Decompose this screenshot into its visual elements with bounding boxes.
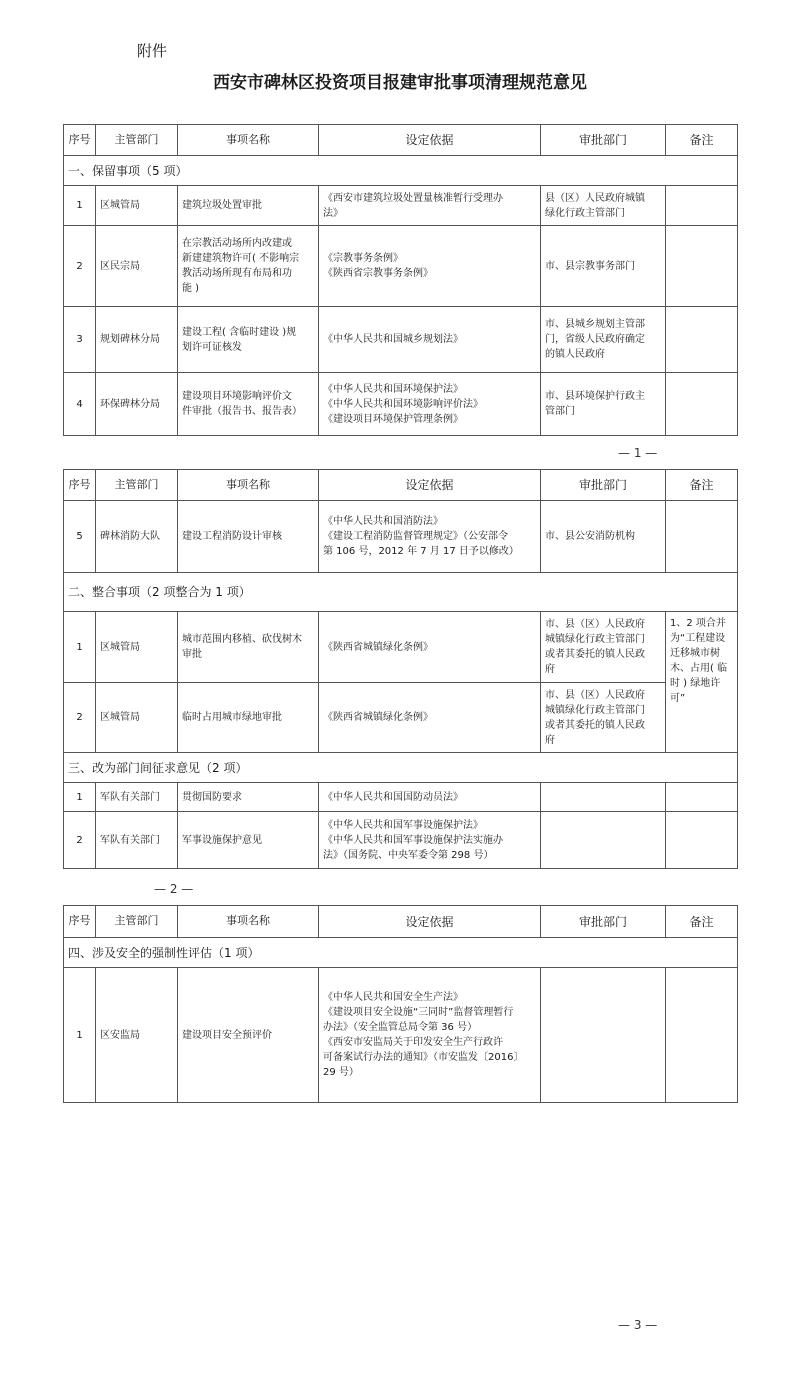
row-approval: 市、县（区）人民政府 城镇绿化行政主管部门 或者其委托的镇人民政 府: [541, 683, 666, 753]
section-title: 一、保留事项（5 项）: [64, 156, 738, 186]
row-approval: [541, 783, 666, 812]
row-approval: 市、县（区）人民政府 城镇绿化行政主管部门 或者其委托的镇人民政 府: [541, 612, 666, 683]
row-basis: 《中华人民共和国环境保护法》 《中华人民共和国环境影响评价法》 《建设项目环境保护管理条例》: [319, 373, 541, 436]
row-number: 2: [64, 683, 96, 753]
header-dept: 主管部门: [96, 125, 178, 156]
row-note: [666, 812, 738, 869]
row-basis: 《中华人民共和国国防动员法》: [319, 783, 541, 812]
header-dept: 主管部门: [96, 906, 178, 938]
row-basis: 《中华人民共和国军事设施保护法》 《中华人民共和国军事设施保护法实施办 法》（国务院、中央军委令第 298 号）: [319, 812, 541, 869]
table-row: [64, 373, 738, 436]
row-item: 建设项目安全预评价: [178, 968, 319, 1103]
row-number: 1: [64, 612, 96, 683]
row-number: 1: [64, 186, 96, 226]
header-approval: 审批部门: [541, 906, 666, 938]
table-header-row: [64, 125, 738, 156]
row-note: [666, 373, 738, 436]
row-dept: 规划碑林分局: [96, 307, 178, 373]
table-row: [64, 501, 738, 573]
row-item: 城市范围内移植、砍伐树木 审批: [178, 612, 319, 683]
row-approval: 市、县环境保护行政主 管部门: [541, 373, 666, 436]
header-item: 事项名称: [178, 125, 319, 156]
row-dept: 区城管局: [96, 683, 178, 753]
header-approval: 审批部门: [541, 470, 666, 501]
header-note: 备注: [666, 125, 738, 156]
row-note: [666, 501, 738, 573]
row-number: 2: [64, 226, 96, 307]
table-row: [64, 186, 738, 226]
row-item: 军事设施保护意见: [178, 812, 319, 869]
row-basis: 《陕西省城镇绿化条例》: [319, 612, 541, 683]
header-no: 序号: [64, 470, 96, 501]
row-approval: [541, 968, 666, 1103]
row-item: 建设工程消防设计审核: [178, 501, 319, 573]
row-number: 4: [64, 373, 96, 436]
table-header-row: [64, 906, 738, 938]
row-basis: 《西安市建筑垃圾处置量核准暂行受理办 法》: [319, 186, 541, 226]
row-note: [666, 226, 738, 307]
row-number: 1: [64, 968, 96, 1103]
row-note: [666, 783, 738, 812]
row-approval: 市、县公安消防机构: [541, 501, 666, 573]
header-dept: 主管部门: [96, 470, 178, 501]
row-approval: 市、县宗教事务部门: [541, 226, 666, 307]
table-page-1: [63, 124, 738, 436]
header-basis: 设定依据: [319, 470, 541, 501]
header-item: 事项名称: [178, 906, 319, 938]
header-approval: 审批部门: [541, 125, 666, 156]
table-row: [64, 812, 738, 869]
header-basis: 设定依据: [319, 125, 541, 156]
table-row: [64, 968, 738, 1103]
table-row: [64, 612, 738, 683]
section-title: 三、改为部门间征求意见（2 项）: [64, 753, 738, 783]
row-basis: 《中华人民共和国消防法》 《建设工程消防监督管理规定》（公安部令 第 106 号，2012 年 7 月 17 日予以修改）: [319, 501, 541, 573]
header-no: 序号: [64, 125, 96, 156]
table-page-3: [63, 905, 738, 1103]
row-item: 临时占用城市绿地审批: [178, 683, 319, 753]
table-row: [64, 683, 738, 753]
table-row: [64, 226, 738, 307]
page-number-1: — 1 —: [618, 446, 658, 460]
row-dept: 碑林消防大队: [96, 501, 178, 573]
section-title: 四、涉及安全的强制性评估（1 项）: [64, 938, 738, 968]
page-number-2: — 2 —: [154, 882, 194, 896]
header-basis: 设定依据: [319, 906, 541, 938]
row-dept: 区城管局: [96, 612, 178, 683]
row-basis: 《中华人民共和国城乡规划法》: [319, 307, 541, 373]
header-no: 序号: [64, 906, 96, 938]
row-item: 建筑垃圾处置审批: [178, 186, 319, 226]
row-dept: 区民宗局: [96, 226, 178, 307]
row-number: 1: [64, 783, 96, 812]
row-basis: 《宗教事务条例》 《陕西省宗教事务条例》: [319, 226, 541, 307]
row-note: [666, 307, 738, 373]
row-item: 建设项目环境影响评价文 件审批（报告书、报告表）: [178, 373, 319, 436]
merged-note: 1、2 项合并 为“工程建设 迁移城市树 木、占用( 临 时 ) 绿地许 可”: [666, 612, 738, 753]
header-item: 事项名称: [178, 470, 319, 501]
row-dept: 区城管局: [96, 186, 178, 226]
row-note: [666, 968, 738, 1103]
header-note: 备注: [666, 470, 738, 501]
row-dept: 军队有关部门: [96, 812, 178, 869]
document-title: 西安市碑林区投资项目报建审批事项清理规范意见: [213, 73, 587, 93]
row-approval: 市、县城乡规划主管部 门，省级人民政府确定 的镇人民政府: [541, 307, 666, 373]
row-dept: 军队有关部门: [96, 783, 178, 812]
page-number-3: — 3 —: [618, 1318, 658, 1332]
row-number: 3: [64, 307, 96, 373]
table-header-row: [64, 470, 738, 501]
table-row: [64, 783, 738, 812]
row-item: 在宗教活动场所内改建或 新建建筑物许可( 不影响宗 教活动场所现有布局和功 能 ): [178, 226, 319, 307]
row-dept: 区安监局: [96, 968, 178, 1103]
row-item: 建设工程( 含临时建设 )规 划许可证核发: [178, 307, 319, 373]
header-note: 备注: [666, 906, 738, 938]
section-title: 二、整合事项（2 项整合为 1 项）: [64, 573, 738, 612]
row-note: [666, 186, 738, 226]
table-page-2: [63, 469, 738, 869]
row-approval: 县（区）人民政府城镇 绿化行政主管部门: [541, 186, 666, 226]
row-item: 贯彻国防要求: [178, 783, 319, 812]
row-number: 2: [64, 812, 96, 869]
row-dept: 环保碑林分局: [96, 373, 178, 436]
attachment-label: 附件: [137, 42, 168, 60]
row-number: 5: [64, 501, 96, 573]
row-approval: [541, 812, 666, 869]
row-basis: 《中华人民共和国安全生产法》 《建设项目安全设施“三同时”监督管理暂行 办法》（安全监管总局令第 36 号） 《西安市安监局关于印发安全生产行政许 可备案试行办法的通知》（市安监发〔2016〕 29 号）: [319, 968, 541, 1103]
row-basis: 《陕西省城镇绿化条例》: [319, 683, 541, 753]
table-row: [64, 307, 738, 373]
